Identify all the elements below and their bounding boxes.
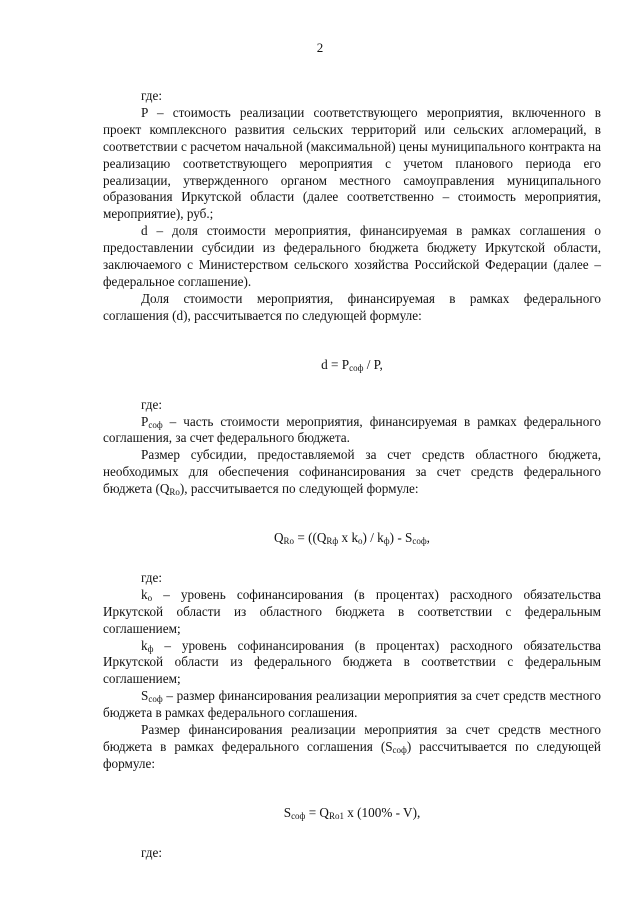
definition-ssof: $S_{соф}$ – размер финансирования реализации мероприятия за счет средств местного бюджета в рамках федерального соглашения. (103, 688, 601, 721)
formula-s: $S_{соф} = Q_{Ro1}$ x (100% - V), (283, 804, 421, 821)
formula-intro-q: Размер субсидии, предоставляемой за счет средств областного бюджета, необходимых для обеспечения софинансирования за счет средств федерального бюджета $(Q_{Ro})$, рассчитывается по следующей формуле: (103, 447, 601, 498)
definition-p: P – стоимость реализации соответствующего мероприятия, включенного в проект комплексного развития сельских территорий или сельских агломераций, в соответствии с расчетом начальной (максимальной) цены муниципального контракта на реализацию соответствующего мероприятия с учетом планового периода его реализации, утвержденного органом местного самоуправления муниципального образования Иркутской области (далее соответственно – стоимость мероприятия, мероприятие), руб.; (103, 104, 601, 222)
definition-psof: $P_{соф}$ – часть стоимости мероприятия, финансируемая в рамках федерального соглашения, за счет федерального бюджета. (103, 413, 601, 446)
definition-kf: $k_ф$ – уровень софинансирования (в процентах) расходного обязательства Иркутской области из федерального бюджета в соответствии с федеральным соглашением; (103, 637, 601, 687)
where-label: где: (141, 396, 162, 412)
where-label: где: (141, 569, 162, 585)
document-body (103, 88, 601, 862)
formula-q: $Q_{Ro} = ((Q_{Rф}$ x $k_o) / k_ф) - S_{соф}$, (274, 530, 430, 547)
definition-ko: $k_o$ – уровень софинансирования (в процентах) расходного обязательства Иркутской области из областного бюджета в соответствии с федеральным соглашением; (103, 586, 601, 636)
page-number: 2 (316, 40, 324, 55)
formula-intro-d: Доля стоимости мероприятия, финансируемая в рамках федерального соглашения (d), рассчитывается по следующей формуле: (103, 290, 601, 323)
where-label: где: (141, 844, 162, 860)
where-label: где: (141, 88, 162, 103)
formula-d: $d = P_{соф} / P$, (321, 356, 383, 373)
definition-d: d – доля стоимости мероприятия, финансируемая в рамках соглашения о предоставлении субсидии из федерального бюджета бюджету Иркутской области, заключаемого с Министерством сельского хозяйства Российской Федерации (далее – федеральное соглашение). (103, 223, 601, 289)
formula-intro-s: Размер финансирования реализации мероприятия за счет средств местного бюджета в рамках федерального соглашения $(S_{соф})$ рассчитывается по следующей формуле: (103, 722, 601, 771)
